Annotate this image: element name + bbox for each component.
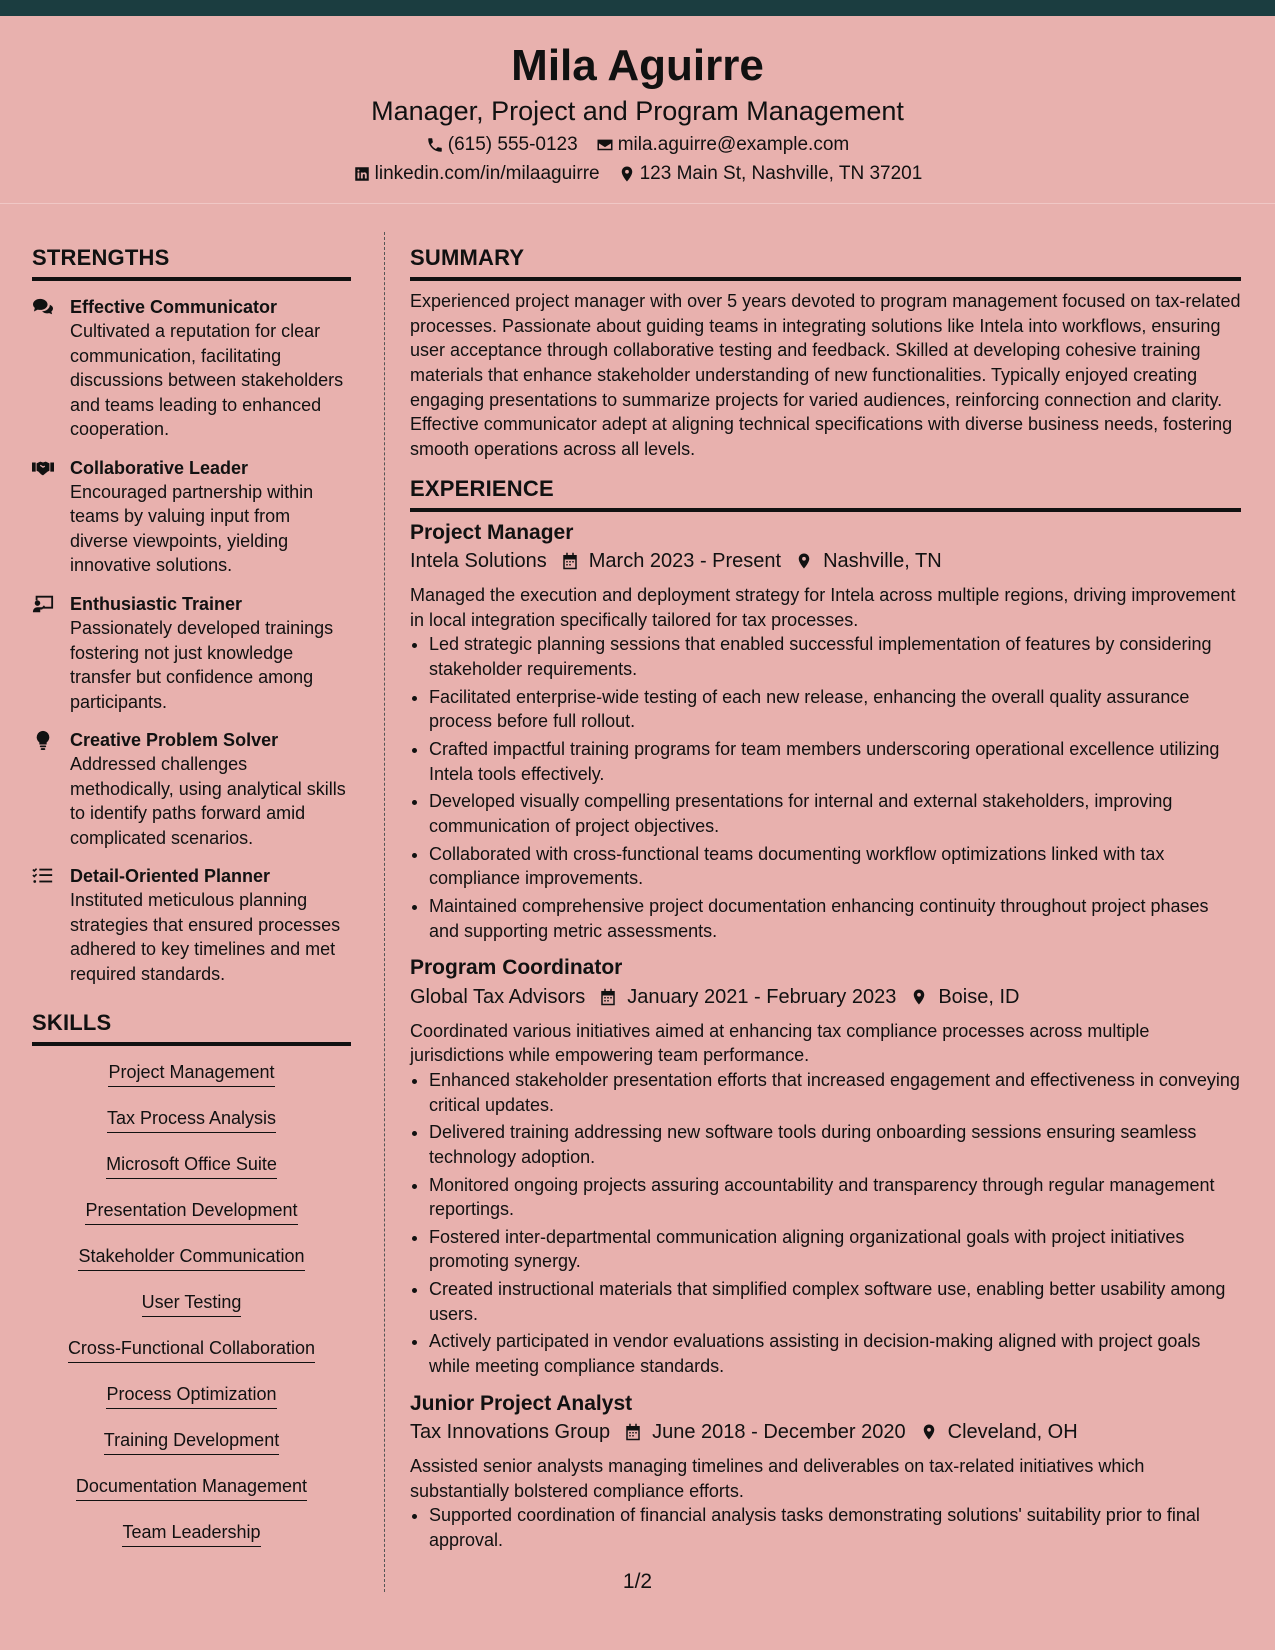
map-marker-icon xyxy=(910,988,928,1006)
job-description: Coordinated various initiatives aimed at enhancing tax compliance processes across multiple jurisdictions while empowering team performance. xyxy=(410,1020,1150,1066)
skill-tag: User Testing xyxy=(142,1284,242,1317)
envelope-icon xyxy=(596,136,614,154)
contact-linkedin[interactable] xyxy=(353,163,600,185)
strength-item xyxy=(32,456,351,578)
job-dates: June 2018 - December 2020 xyxy=(652,1421,906,1444)
job-description: Assisted senior analysts managing timelines and deliverables on tax-related initiatives which substantially bolstered compliance efforts. xyxy=(410,1456,1145,1501)
job-bullet: • Actively participated in vendor evaluations assisting in decision-making aligned with project goals while meeting compliance standards. xyxy=(429,1329,1241,1378)
summary-heading: SUMMARY xyxy=(410,245,1241,281)
job-entry xyxy=(410,518,1241,944)
job-meta xyxy=(410,1418,1241,1446)
job-bullet: • Facilitated enterprise-wide testing of each new release, enhancing the overall quality assurance process before full rollout. xyxy=(429,685,1241,734)
job-bullets xyxy=(410,1503,1241,1552)
header-separator xyxy=(0,203,1275,204)
address-text: 123 Main St, Nashville, TN 37201 xyxy=(639,163,923,185)
job-location: Boise, ID xyxy=(938,985,1020,1008)
email-text: mila.aguirre@example.com xyxy=(617,134,850,156)
job-title: Program Coordinator xyxy=(410,956,623,980)
summary-text: Experienced project manager with over 5 years devoted to program management focused on tax-related processes. Passionate about guiding teams in integrating solutions like Intela into workflows, ensuring user acceptance through collaborative testing and feedback. Skilled at developing cohesive training materials that enhance stakeholder understanding of new functionalities. Typically enjoyed creating engaging presentations to summarize projects for varied audiences, reinforcing connection and clarity. Effective communicator adept at aligning technical specifications with diverse business needs, fostering smooth operations across all levels. xyxy=(410,291,1241,459)
strength-title: Collaborative Leader xyxy=(70,457,249,478)
column-divider xyxy=(384,232,385,1592)
linkedin-icon xyxy=(353,165,371,183)
skill-tag: Documentation Management xyxy=(76,1468,307,1501)
job-bullet: • Created instructional materials that simplified complex software use, enabling better usability among users. xyxy=(429,1277,1241,1326)
strength-title: Effective Communicator xyxy=(70,297,278,317)
job-dates: January 2021 - February 2023 xyxy=(627,985,897,1008)
strengths-heading: STRENGTHS xyxy=(32,245,351,281)
job-bullet: • Enhanced stakeholder presentation efforts that increased engagement and effectiveness in conveying critical updates. xyxy=(429,1068,1241,1117)
contact-line-2 xyxy=(0,163,1275,185)
skill-tag: Team Leadership xyxy=(122,1514,260,1547)
experience-heading: EXPERIENCE xyxy=(410,476,1241,512)
job-entry xyxy=(410,953,1241,1379)
linkedin-text: linkedin.com/in/milaaguirre xyxy=(374,163,600,185)
right-column xyxy=(410,245,1241,1556)
skill-tag: Training Development xyxy=(104,1422,279,1455)
map-marker-icon xyxy=(920,1423,938,1441)
strength-item xyxy=(32,592,351,714)
candidate-name: Mila Aguirre xyxy=(511,41,764,90)
top-accent-bar xyxy=(0,0,1275,16)
strength-title: Detail-Oriented Planner xyxy=(70,866,271,887)
strength-desc: Addressed challenges methodically, using analytical skills to identify paths forward amid complicated scenarios. xyxy=(70,754,346,848)
contact-line-1 xyxy=(0,134,1275,156)
chalkboard-teacher-icon xyxy=(32,594,54,614)
candidate-title: Manager, Project and Program Management xyxy=(371,96,904,126)
job-bullet: • Collaborated with cross-functional teams documenting workflow optimizations linked with tax compliance improvements. xyxy=(429,842,1241,891)
job-dates: March 2023 - Present xyxy=(588,549,782,572)
job-entry xyxy=(410,1389,1241,1553)
skill-tag: Tax Process Analysis xyxy=(107,1100,276,1133)
phone-text: (615) 555-0123 xyxy=(447,134,578,156)
strength-desc: Instituted meticulous planning strategies that ensured processes adhered to key timelines and met required standards. xyxy=(70,890,341,984)
job-bullet: • Fostered inter-departmental communication aligning organizational goals with project initiatives promoting synergy. xyxy=(429,1225,1241,1274)
skill-tag: Cross-Functional Collaboration xyxy=(68,1330,315,1363)
skills-list xyxy=(32,1054,351,1560)
job-title: Project Manager xyxy=(410,520,574,544)
calendar-icon xyxy=(599,988,617,1006)
job-company: Intela Solutions xyxy=(410,549,547,572)
strength-desc: Cultivated a reputation for clear communication, facilitating discussions between stakeholders and teams leading to enhanced cooperation. xyxy=(70,321,344,440)
strength-item xyxy=(32,864,351,986)
skills-heading: SKILLS xyxy=(32,1010,351,1046)
lightbulb-icon xyxy=(32,730,54,750)
strength-item xyxy=(32,295,351,442)
calendar-icon xyxy=(561,552,579,570)
page-number: 1/2 xyxy=(622,1570,653,1593)
left-column xyxy=(32,245,351,1560)
calendar-icon xyxy=(624,1423,642,1441)
job-bullets xyxy=(410,1068,1241,1379)
job-location: Nashville, TN xyxy=(823,549,942,572)
strength-desc: Encouraged partnership within teams by valuing input from diverse viewpoints, yielding innovative solutions. xyxy=(70,481,314,576)
strength-item xyxy=(32,728,351,850)
handshake-icon xyxy=(32,458,54,478)
job-bullet: • Supported coordination of financial analysis tasks demonstrating solutions' suitability prior to final approval. xyxy=(429,1503,1241,1552)
skill-tag: Stakeholder Communication xyxy=(78,1238,304,1271)
resume-header xyxy=(0,16,1275,185)
job-bullet: • Monitored ongoing projects assuring accountability and transparency through regular management reportings. xyxy=(429,1173,1241,1222)
skill-tag: Project Management xyxy=(108,1054,274,1087)
map-marker-icon xyxy=(618,165,636,183)
contact-email[interactable] xyxy=(596,134,850,156)
checklist-icon xyxy=(32,866,54,886)
contact-address xyxy=(618,163,923,185)
skill-tag: Presentation Development xyxy=(85,1192,297,1225)
job-bullet: • Developed visually compelling presentations for internal and external stakeholders, improving communication of project objectives. xyxy=(429,789,1241,838)
job-bullet: • Led strategic planning sessions that enabled successful implementation of features by considering stakeholder requirements. xyxy=(429,632,1241,681)
job-bullet: • Delivered training addressing new software tools during onboarding sessions ensuring seamless technology adoption. xyxy=(429,1120,1241,1169)
job-bullet: • Maintained comprehensive project documentation enhancing continuity throughout project phases and supporting metric assessments. xyxy=(429,894,1241,943)
strength-desc: Passionately developed trainings fostering not just knowledge transfer but confidence among participants. xyxy=(70,618,334,712)
map-marker-icon xyxy=(795,552,813,570)
strength-title: Enthusiastic Trainer xyxy=(70,593,243,614)
job-bullet: • Crafted impactful training programs for team members underscoring operational excellence utilizing Intela tools effectively. xyxy=(429,737,1241,786)
job-bullets xyxy=(410,632,1241,943)
contact-phone xyxy=(426,134,578,156)
skill-tag: Microsoft Office Suite xyxy=(106,1146,277,1179)
job-description: Managed the execution and deployment strategy for Intela across multiple regions, driving improvement in local integration specifically tailored for tax processes. xyxy=(410,584,1236,630)
comments-icon xyxy=(32,297,54,317)
strength-title: Creative Problem Solver xyxy=(70,729,279,750)
job-company: Tax Innovations Group xyxy=(410,1421,611,1444)
job-meta xyxy=(410,547,1241,575)
phone-icon xyxy=(426,136,444,154)
job-title: Junior Project Analyst xyxy=(410,1391,633,1415)
job-meta xyxy=(410,983,1241,1011)
skill-tag: Process Optimization xyxy=(106,1376,276,1409)
job-company: Global Tax Advisors xyxy=(410,985,586,1008)
job-location: Cleveland, OH xyxy=(947,1421,1078,1444)
